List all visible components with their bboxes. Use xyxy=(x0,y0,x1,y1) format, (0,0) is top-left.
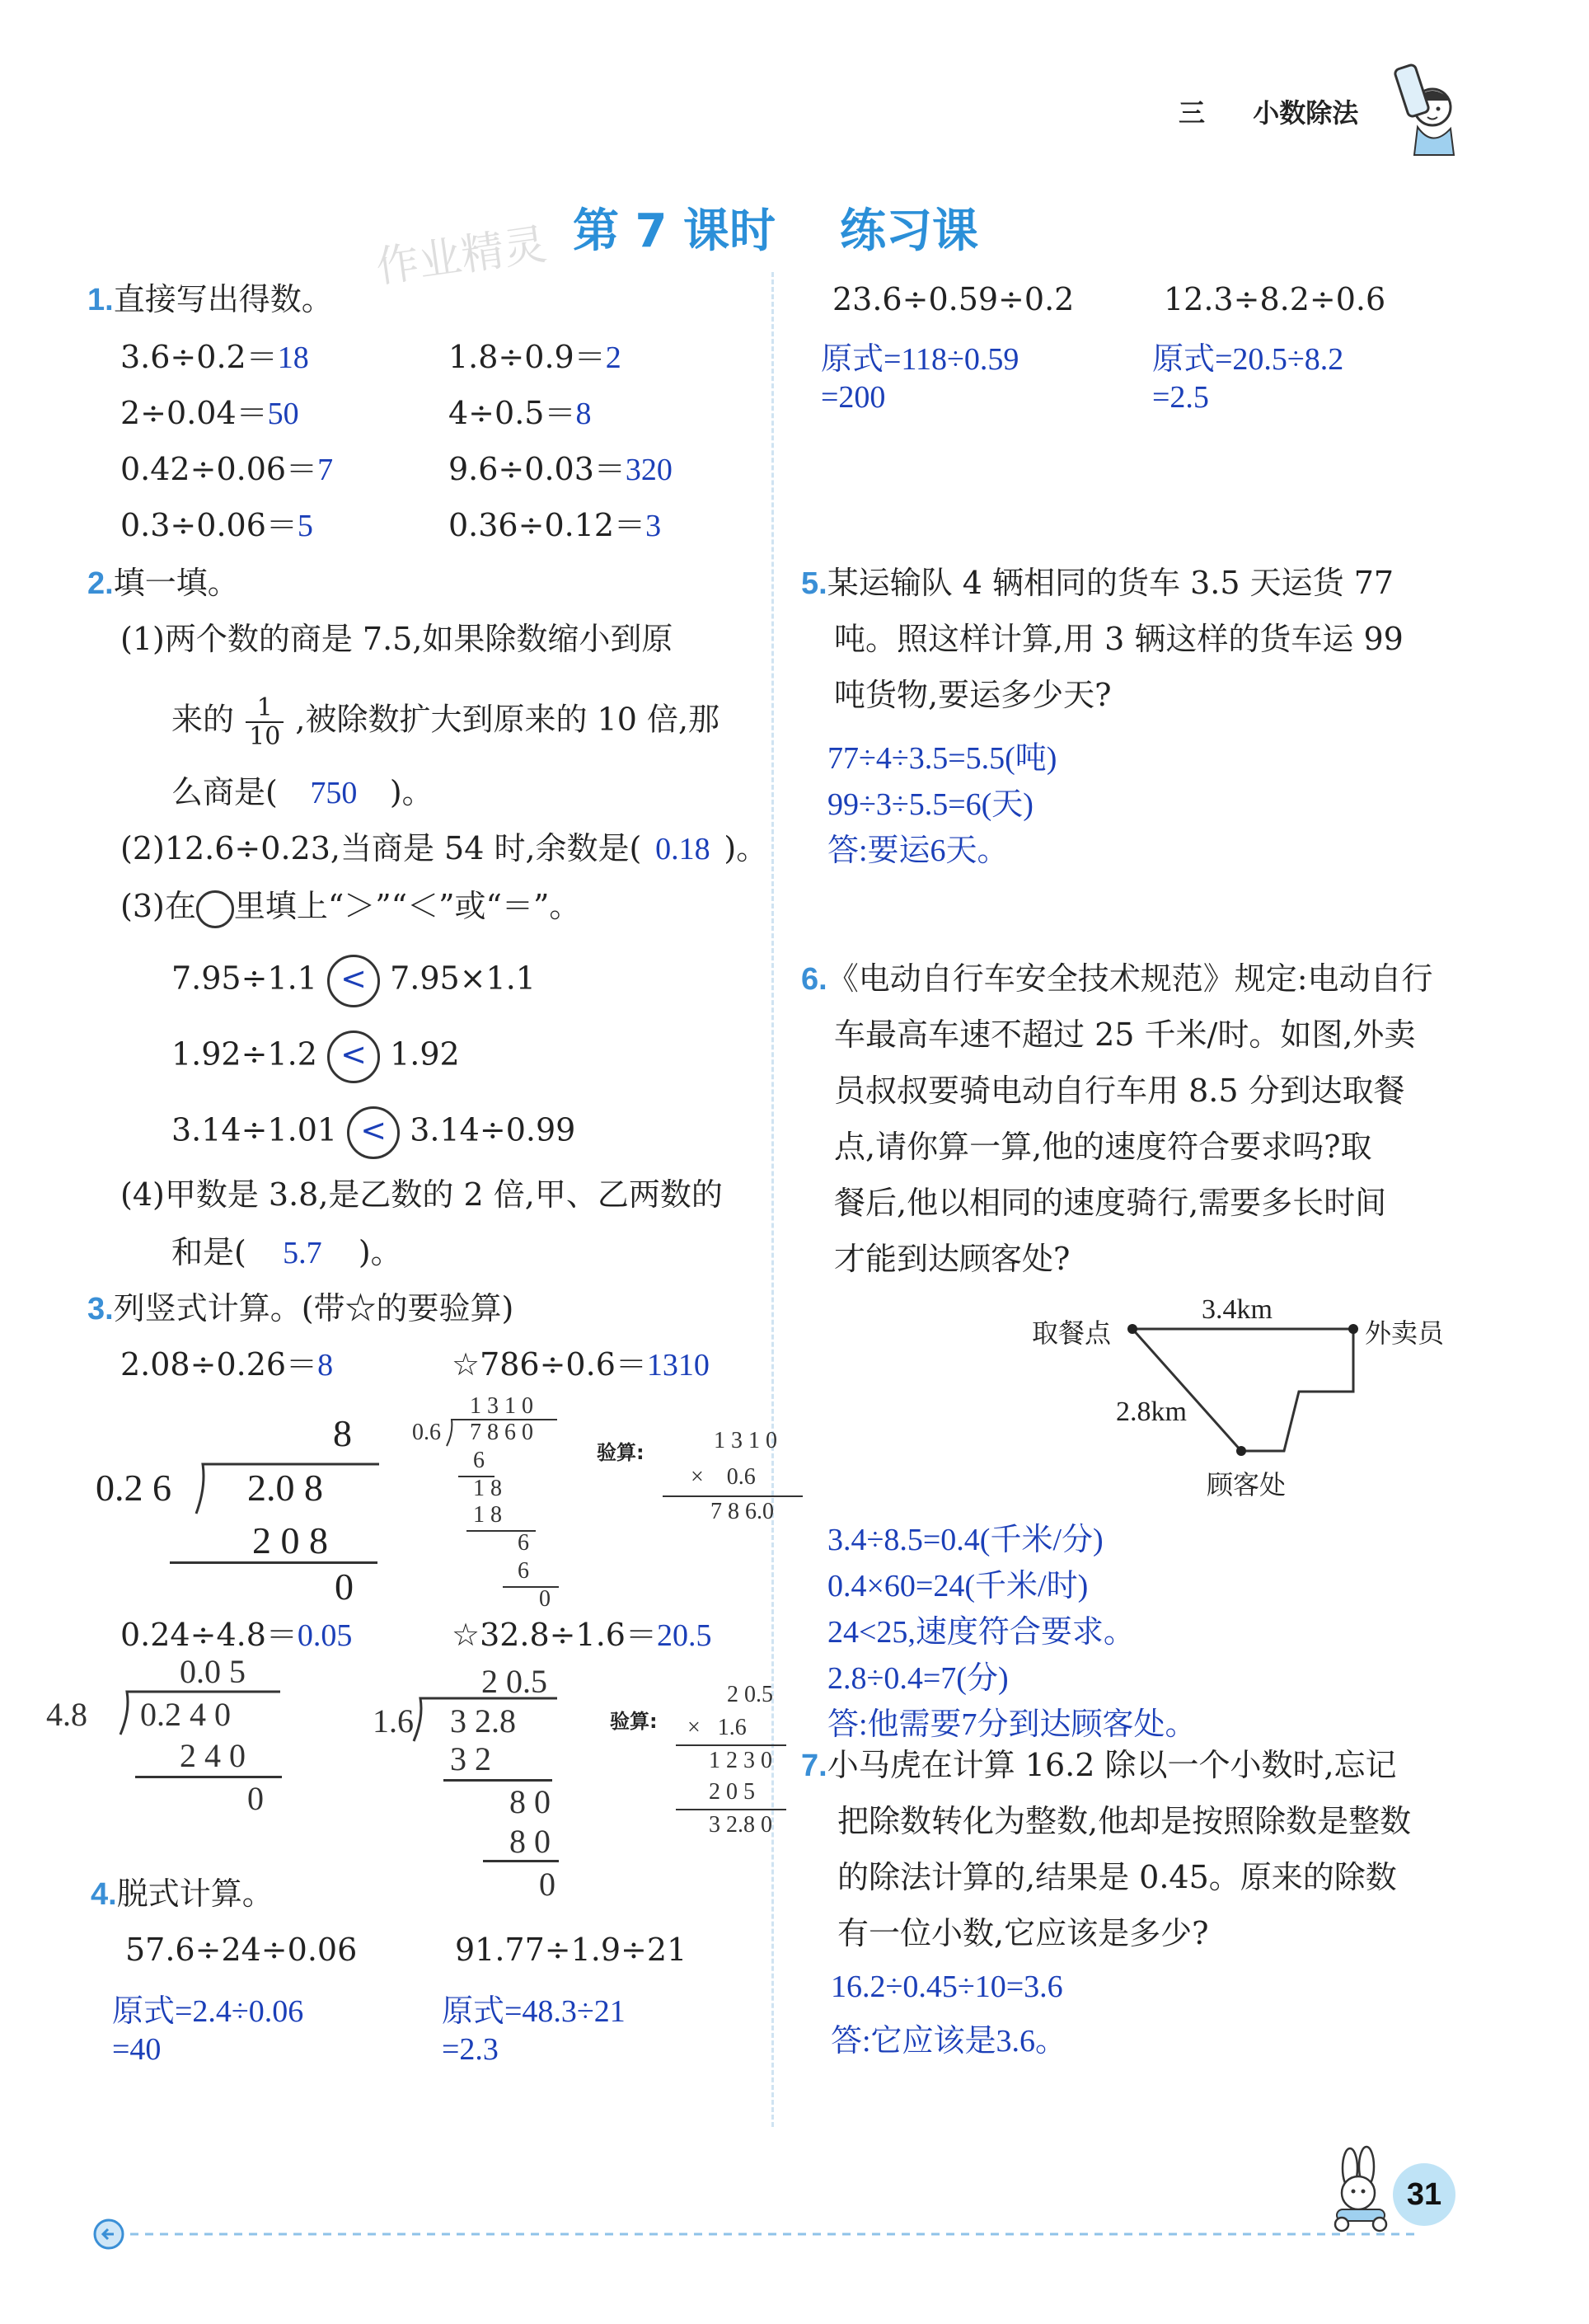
q5-answer: 答:要运6天。 xyxy=(827,833,1009,868)
q2-heading: 2.填一填。 xyxy=(87,565,239,601)
q5-answer: 77÷4÷3.5=5.5(吨) xyxy=(827,741,1057,776)
rabbit-scooter-icon xyxy=(1317,2142,1399,2232)
courier-point xyxy=(1348,1324,1358,1334)
q5-answer: 99÷3÷5.5=6(天) xyxy=(827,787,1034,822)
q3b-expr: ☆786÷0.6＝1310 xyxy=(452,1346,710,1383)
q2-part1-line1: (1)两个数的商是 7.5,如果除数缩小到原 xyxy=(120,621,673,657)
verify-label: 验算: xyxy=(597,1441,645,1464)
q2-part4-line2: 和是( 5.7 )。 xyxy=(171,1233,402,1274)
q1-item: 2÷0.04＝50 xyxy=(120,395,299,431)
q2-part1-answer: 750 xyxy=(310,776,358,810)
q1-item: 0.42÷0.06＝7 xyxy=(120,451,334,487)
q2-part1-line3: 么商是( 750 )。 xyxy=(171,773,434,814)
q6-line: 6.《电动自行车安全技术规范》规定:电动自行 xyxy=(801,960,1433,997)
footer-dashed-line xyxy=(89,2218,1424,2251)
comparison-row: 1.92÷1.2 < 1.92 xyxy=(171,1031,460,1083)
q6-answer: 24<25,速度符合要求。 xyxy=(827,1615,1135,1650)
q7-line: 7.小马虎在计算 16.2 除以一个小数时,忘记 xyxy=(801,1747,1397,1783)
customer-label: 顾客处 xyxy=(1207,1469,1287,1500)
q2-part4-line1: (4)甲数是 3.8,是乙数的 2 倍,甲、乙两数的 xyxy=(120,1176,723,1213)
q6-line: 车最高车速不超过 25 千米/时。如图,外卖 xyxy=(834,1016,1416,1053)
q1-item: 0.36÷0.12＝3 xyxy=(448,507,662,543)
comparison-row: 7.95÷1.1 < 7.95×1.1 xyxy=(171,955,536,1007)
q6-line: 员叔叔要骑电动自行车用 8.5 分到达取餐 xyxy=(834,1073,1405,1109)
route-line xyxy=(1132,1329,1353,1451)
verify-label: 验算: xyxy=(610,1710,658,1733)
pickup-label: 取餐点 xyxy=(1032,1317,1112,1349)
q3c-expr: 0.24÷4.8＝0.05 xyxy=(120,1617,353,1653)
q2-part2: (2)12.6÷0.23,当商是 54 时,余数是( 0.18 )。 xyxy=(120,829,767,870)
page-number: 31 xyxy=(1393,2163,1455,2226)
distance-label: 2.8km xyxy=(1116,1397,1187,1427)
comparison-row: 3.14÷1.01 < 3.14÷0.99 xyxy=(171,1106,575,1159)
q5-line: 吨。照这样计算,用 3 辆这样的货车运 99 xyxy=(834,621,1404,657)
q1-item: 4÷0.5＝8 xyxy=(448,395,592,431)
column-divider xyxy=(771,272,774,2127)
distance-label: 3.4km xyxy=(1202,1294,1273,1325)
courier-label: 外卖员 xyxy=(1365,1317,1445,1349)
q7-line: 的除法计算的,结果是 0.45。原来的除数 xyxy=(837,1859,1397,1895)
chapter-title: 小数除法 xyxy=(1253,97,1359,129)
q2-part2-answer: 0.18 xyxy=(655,832,710,866)
q7-answer: 16.2÷0.45÷10=3.6 xyxy=(831,1970,1063,2004)
q6-line: 点,请你算一算,他的速度符合要求吗?取 xyxy=(834,1129,1372,1165)
customer-point xyxy=(1236,1446,1246,1456)
page-header xyxy=(1179,92,1358,130)
q3a-expr: 2.08÷0.26＝8 xyxy=(120,1346,334,1383)
q1-item: 9.6÷0.03＝320 xyxy=(448,451,673,487)
mascot-icon xyxy=(1385,58,1467,157)
q5-line: 5.某运输队 4 辆相同的货车 3.5 天运货 77 xyxy=(801,565,1394,601)
q7-line: 把除数转化为整数,他却是按照除数是整数 xyxy=(837,1803,1412,1839)
pickup-point xyxy=(1127,1324,1137,1334)
q7-line: 有一位小数,它应该是多少? xyxy=(837,1915,1209,1951)
q2-part1-line2: 来的 $\frac{1}{10}$ ,被除数扩大到原来的 10 倍,那 xyxy=(171,693,720,751)
q6-line: 餐后,他以相同的速度骑行,需要多长时间 xyxy=(834,1185,1387,1221)
q1-heading: 1.直接写出得数。 xyxy=(87,281,333,317)
q7-answer: 答:它应该是3.6。 xyxy=(831,2024,1067,2059)
q2-part4-answer: 5.7 xyxy=(283,1236,322,1270)
q2-part3: (3)在 里填上“＞”“＜”或“＝”。 xyxy=(120,887,580,928)
q1-item: 1.8÷0.9＝2 xyxy=(448,339,621,375)
q3d-expr: ☆32.8÷1.6＝20.5 xyxy=(452,1617,712,1653)
q5-line: 吨货物,要运多少天? xyxy=(834,677,1112,713)
q6-answer: 0.4×60=24(千米/时) xyxy=(827,1569,1089,1603)
q4-heading: 4.脱式计算。 xyxy=(91,1876,274,1912)
q6-answer: 答:他需要7分到达顾客处。 xyxy=(827,1707,1197,1742)
circle-icon xyxy=(196,890,234,928)
q6-answer: 3.4÷8.5=0.4(千米/分) xyxy=(827,1523,1104,1557)
lesson-title: 第 7 课时 练习课 xyxy=(573,204,978,258)
q3-heading: 3.列竖式计算。(带☆的要验算) xyxy=(87,1290,514,1326)
fraction: $\frac{1}{10}$ xyxy=(246,694,284,750)
q6-answer: 2.8÷0.4=7(分) xyxy=(827,1661,1009,1696)
unit-label: 三 xyxy=(1179,97,1206,129)
q1-item: 0.3÷0.06＝5 xyxy=(120,507,313,543)
q6-line: 才能到达顾客处? xyxy=(834,1241,1071,1277)
q1-item: 3.6÷0.2＝18 xyxy=(120,339,309,375)
watermark: 作业精灵 xyxy=(373,219,550,293)
